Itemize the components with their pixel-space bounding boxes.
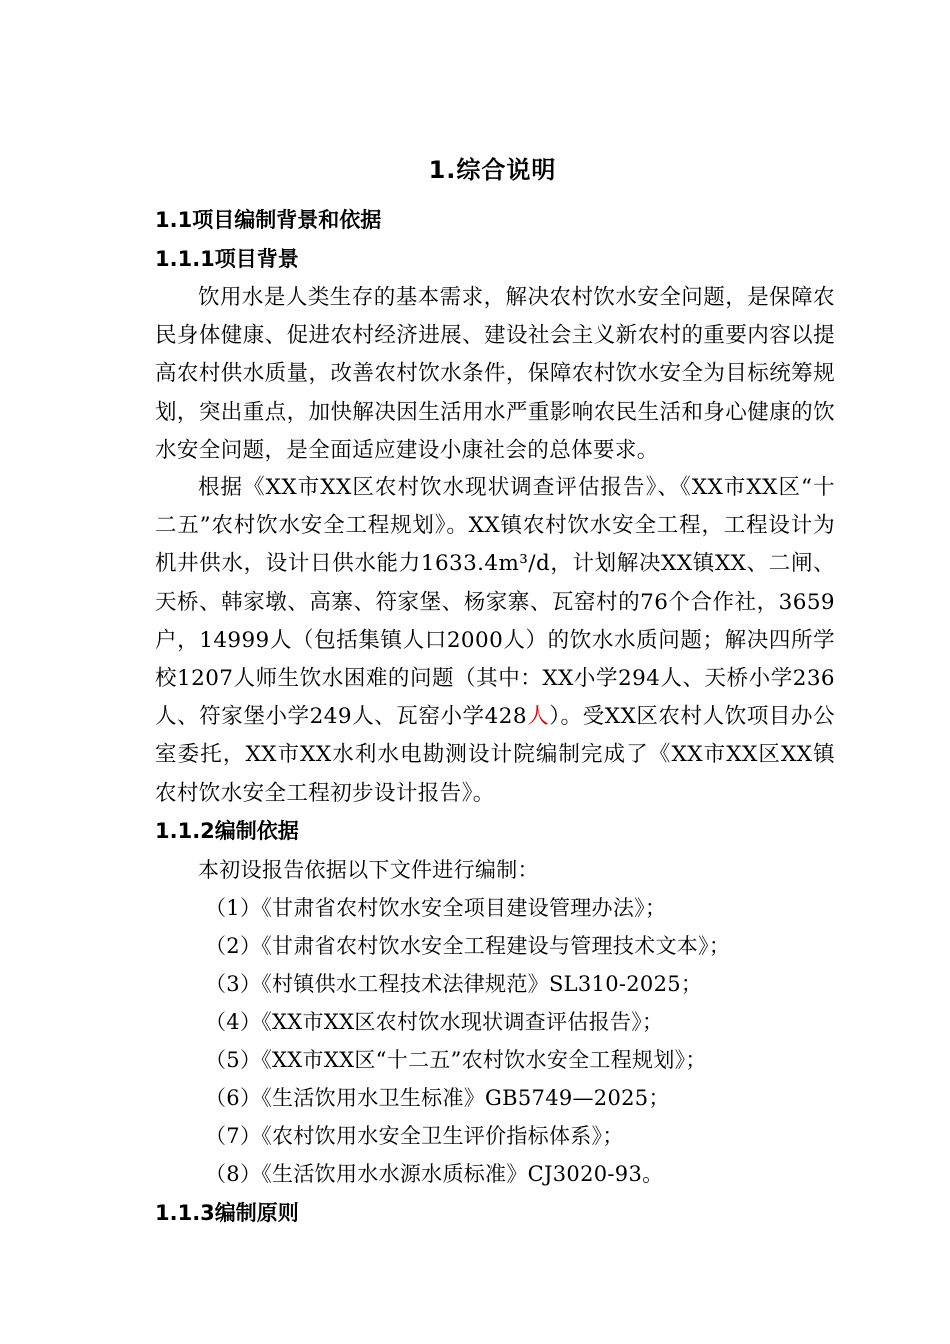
reference-item: （2）《甘肃省农村饮水安全工程建设与管理技术文本》；	[205, 934, 731, 958]
paragraph-text-part-2: ）。受XX区农村人饮项目办公室委托，XX市XX水利水电勘测设计院编制完成了《XX市XX区XX镇农村饮水安全工程初步设计报告》。	[155, 704, 835, 806]
reference-item: （6）《生活饮用水卫生标准》GB5749—2025；	[205, 1086, 670, 1110]
basis-intro: 本初设报告依据以下文件进行编制：	[198, 858, 539, 882]
section-heading-1-1-1: 1.1.1项目背景	[155, 247, 299, 271]
section-heading-1-1-2: 1.1.2编制依据	[155, 819, 299, 843]
reference-item: （5）《XX市XX区“十二五”农村饮水安全工程规划》；	[205, 1048, 707, 1072]
section-heading-1-1: 1.1项目编制背景和依据	[155, 208, 382, 232]
paragraph-text-part-1: 根据《XX市XX区农村饮水现状调查评估报告》、《XX市XX区“十二五”农村饮水安全工程规划》。XX镇农村饮水安全工程，工程设计为机井供水，设计日供水能力1633.4m³/d，计划解决XX镇XX、二闸、天桥、韩家墩、高寨、符家堡、杨家寨、瓦窑村的76个合作社，3659户，14999人（包括集镇人口2000人）的饮水水质问题；解决四所学校1207人师生饮水困难的问题（其中：XX小学294人、天桥小学236人、符家堡小学249人、瓦窑小学428	[155, 475, 835, 730]
background-paragraph-2	[155, 469, 835, 813]
section-heading-1-1-3: 1.1.3编制原则	[155, 1201, 299, 1225]
reference-item: （4）《XX市XX区农村饮水现状调查评估报告》；	[205, 1010, 664, 1034]
reference-item: （1）《甘肃省农村饮水安全项目建设管理办法》；	[205, 896, 667, 920]
reference-item: （7）《农村饮用水安全卫生评价指标体系》；	[205, 1124, 624, 1148]
document-title: 1.综合说明	[428, 156, 557, 184]
background-paragraph-1: 饮用水是人类生存的基本需求，解决农村饮水安全问题，是保障农民身体健康、促进农村经济进展、建设社会主义新农村的重要内容以提高农村供水质量，改善农村饮水条件，保障农村饮水安全为目标统筹规划，突出重点，加快解决因生活用水严重影响农民生活和身心健康的饮水安全问题，是全面适应建设小康社会的总体要求。	[155, 285, 835, 463]
reference-item: （3）《村镇供水工程技术法律规范》SL310-2025；	[205, 972, 703, 996]
highlighted-char: 人	[526, 704, 550, 730]
reference-item: （8）《生活饮用水水源水质标准》CJ3020-93。	[205, 1162, 664, 1186]
